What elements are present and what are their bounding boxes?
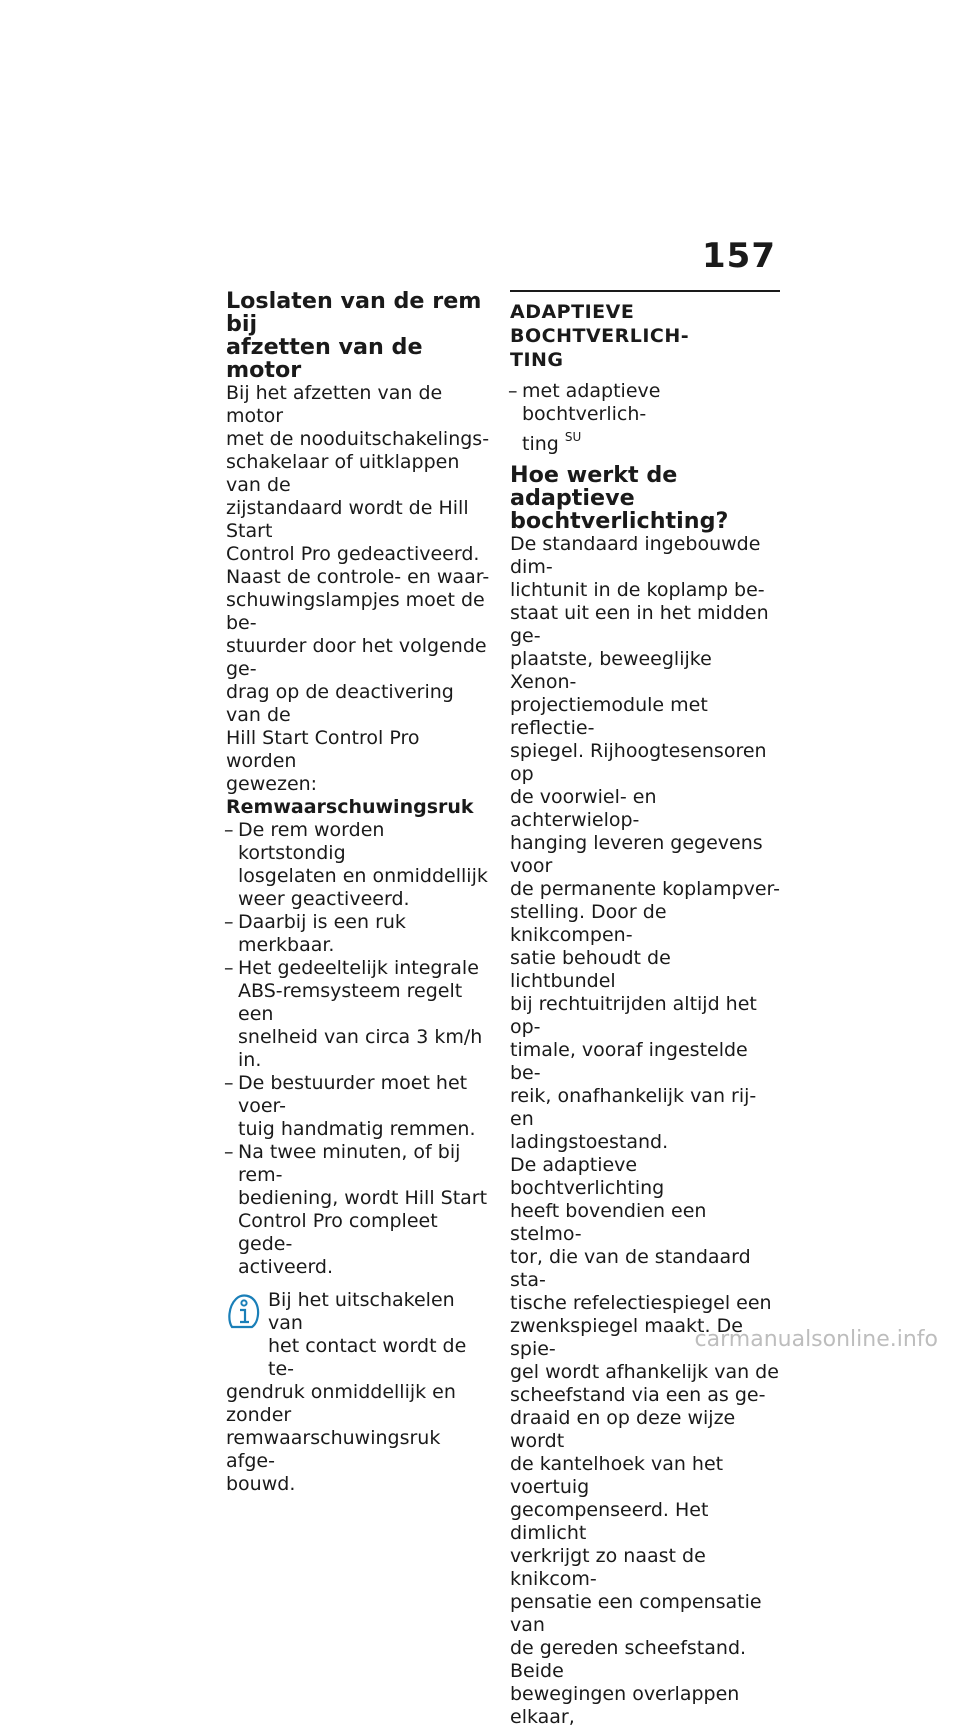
list-item: – De rem worden kortstondig losgelaten en onmiddellijk weer geactiveerd. <box>226 819 492 911</box>
option-list <box>510 380 780 456</box>
brake-release-heading: Loslaten van de rem bij afzetten van de motor <box>226 288 482 383</box>
info-icon <box>226 1291 262 1331</box>
list-item: – Daarbij is een ruk merkbaar. <box>226 911 492 957</box>
list-item: – Het gedeeltelijk integrale ABS-remsysteem regelt een snelheid van circa 3 km/h in. <box>226 957 492 1072</box>
watermark: carmanualsonline.info <box>694 1327 938 1352</box>
option-code: SU <box>564 430 582 444</box>
info-note <box>226 1289 492 1496</box>
servo-motor-paragraph: De adaptieve bochtverlichting heeft bovendien een stelmo- tor, die van de standaard sta- tische refelectiespiegel een zwenkspiegel maakt. De spie- gel wordt afhankelijk van de scheefstand via een as ge- draaid en op deze wijze wordt de kantelhoek van het voertuig gecompenseerd. Het dimlicht verkrijgt zo naast de knikcom- pensatie een compensatie van de gereden scheefstand. Beide bewegingen overlappen elkaar, <box>510 1154 779 1728</box>
warning-behaviour-paragraph: Naast de controle- en waar- schuwingslampjes moet de be- stuurder door het volgende ge- drag op de deactivering van de Hill Start Control Pro worden gewezen: <box>226 566 490 795</box>
note-text-indented: Bij het uitschakelen van het contact wordt de te- <box>268 1289 467 1380</box>
note-text: gendruk onmiddellijk en zonder remwaarschuwingsruk afge- bouwd. <box>226 1381 456 1495</box>
how-it-works-heading: Hoe werkt de adaptieve bochtverlichting? <box>510 462 729 534</box>
headlight-unit-paragraph: De standaard ingebouwde dim- lichtunit in de koplamp be- staat uit een in het midden ge- plaatste, beweeglijke Xenon- projectiemodule met reflectie- spiegel. Rijhoogtesensoren op de voorwiel- en achterwielop- hanging leveren gegevens voor de permanente koplampver- stelling. Door de knikcompen- satie behoudt de lichtbundel bij rechtuitrijden altijd het op- timale, vooraf ingestelde be- reik, onafhankelijk van rij- en ladingstoestand. <box>510 533 781 1153</box>
option-item: – met adaptieve bochtverlich- ting $^{SU}$ <box>510 380 780 456</box>
list-item: – De bestuurder moet het voer- tuig handmatig remmen. <box>226 1072 492 1141</box>
list-item: – Na twee minuten, of bij rem- bediening, wordt Hill Start Control Pro compleet gede- activeerd. <box>226 1141 492 1279</box>
brake-warning-jerk-heading: Remwaarschuwingsruk <box>226 796 474 818</box>
section-title: ADAPTIEVE BOCHTVERLICH- TING <box>510 290 780 372</box>
right-column <box>510 290 780 1729</box>
brake-warning-list <box>226 819 492 1279</box>
left-column <box>226 290 492 1496</box>
page-number: 157 <box>702 236 776 276</box>
hsc-deactivation-paragraph: Bij het afzetten van de motor met de nooduitschakelings- schakelaar of uitklappen van de zijstandaard wordt de Hill Start Control Pro gedeactiveerd. <box>226 382 490 565</box>
